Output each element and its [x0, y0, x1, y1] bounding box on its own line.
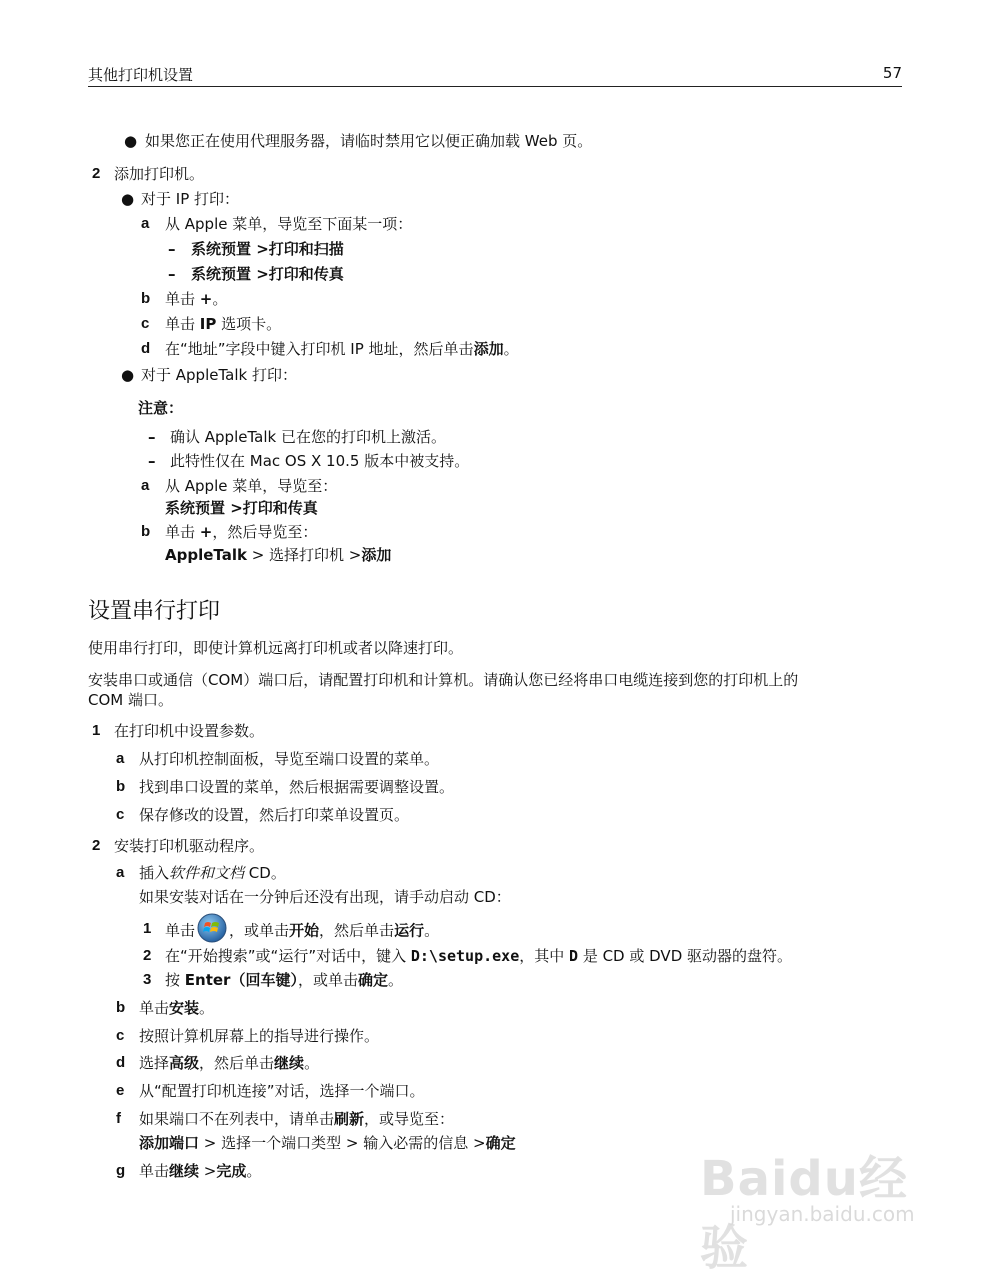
substep-number: 3 [143, 971, 152, 988]
serial-step2-d: 选择高级，然后单击继续。 [139, 1054, 320, 1072]
serial-step1-b: 找到串口设置的菜单，然后根据需要调整设置。 [139, 778, 455, 796]
serial-step2-a-line2: 如果安装对话在一分钟后还没有出现，请手动启动 CD： [139, 888, 511, 906]
step-text: 添加打印机。 [114, 165, 205, 183]
serial-para-2-line1: 安装串口或通信（COM）端口后，请配置打印机和计算机。请确认您已经将串口电缆连接到您的打印机上的 [88, 671, 799, 689]
substep-label: d [141, 340, 151, 357]
start-step-1: 单击 ，或单击开始，然后单击运行。 [165, 919, 439, 943]
substep-label: d [116, 1054, 126, 1071]
substep-label: b [141, 290, 151, 307]
substep-label: e [116, 1082, 125, 1099]
substep-number: 2 [143, 947, 152, 964]
step-text: 安装打印机驱动程序。 [114, 837, 265, 855]
note-2: 此特性仅在 Mac OS X 10.5 版本中被支持。 [170, 452, 470, 470]
bullet-icon: ● [121, 366, 135, 384]
appletalk-bullet: 对于 AppleTalk 打印： [141, 366, 297, 384]
dash-icon: – [148, 428, 156, 446]
step-text: 在打印机中设置参数。 [114, 722, 265, 740]
serial-step1-c: 保存修改的设置，然后打印菜单设置页。 [139, 806, 410, 824]
substep-label: g [116, 1162, 126, 1179]
serial-step2-f-line1: 如果端口不在列表中，请单击刷新，或导览至： [139, 1110, 455, 1128]
substep-label: a [141, 477, 150, 494]
serial-para-1: 使用串行打印，即使计算机远离打印机或者以降速打印。 [88, 639, 464, 657]
serial-step2-g: 单击继续 >完成。 [139, 1162, 262, 1180]
ip-step-c: 单击 IP 选项卡。 [165, 315, 282, 333]
ip-bullet: 对于 IP 打印： [141, 190, 240, 208]
serial-step2-f-line2: 添加端口 > 选择一个端口类型 > 输入必需的信息 >确定 [139, 1134, 516, 1152]
appletalk-step-a-line2: 系统预置 >打印和传真 [165, 499, 318, 517]
substep-label: b [116, 778, 126, 795]
ip-step-d: 在“地址”字段中键入打印机 IP 地址，然后单击添加。 [165, 340, 519, 358]
appletalk-step-b-line2: AppleTalk > 选择打印机 >添加 [165, 546, 392, 564]
substep-label: b [116, 999, 126, 1016]
start-step-2: 在“开始搜索”或“运行”对话中，键入 D:\setup.exe，其中 D 是 CD 或 DVD 驱动器的盘符。 [165, 947, 793, 965]
start-step-3: 按 Enter（回车键），或单击确定。 [165, 971, 404, 989]
serial-step1-a: 从打印机控制面板，导览至端口设置的菜单。 [139, 750, 440, 768]
substep-number: 1 [143, 920, 152, 937]
substep-label: b [141, 523, 151, 540]
header-title: 其他打印机设置 [88, 66, 194, 84]
substep-label: c [116, 806, 125, 823]
note-label: 注意： [138, 399, 184, 417]
substep-label: a [116, 750, 125, 767]
windows-start-icon[interactable] [197, 913, 227, 943]
serial-para-2-line2: COM 端口。 [88, 691, 173, 709]
bullet-icon: ● [124, 132, 138, 150]
appletalk-step-b-line1: 单击 +，然后导览至： [165, 523, 318, 541]
dash-icon: – [148, 452, 156, 470]
proxy-note: 如果您正在使用代理服务器，请临时禁用它以便正确加载 Web 页。 [145, 132, 593, 150]
serial-step2-b: 单击安装。 [139, 999, 215, 1017]
dash-icon: – [168, 265, 176, 283]
serial-step2-a-line1: 插入软件和文档 CD。 [139, 864, 286, 882]
page-header [88, 64, 902, 87]
substep-label: c [141, 315, 150, 332]
ip-step-a: 从 Apple 菜单，导览至下面某一项： [165, 215, 413, 233]
bullet-icon: ● [121, 190, 135, 208]
note-1: 确认 AppleTalk 已在您的打印机上激活。 [170, 428, 446, 446]
serial-step2-e: 从“配置打印机连接”对话，选择一个端口。 [139, 1082, 425, 1100]
substep-label: c [116, 1027, 125, 1044]
serial-step2-c: 按照计算机屏幕上的指导进行操作。 [139, 1027, 380, 1045]
page-number: 57 [882, 64, 902, 82]
ip-step-b: 单击 +。 [165, 290, 228, 308]
ip-dash-2: 系统预置 >打印和传真 [191, 265, 344, 283]
watermark-url: jingyan.baidu.com [730, 1202, 915, 1226]
watermark [700, 1140, 940, 1276]
step-number: 1 [92, 722, 101, 739]
section-heading: 设置串行打印 [88, 599, 221, 624]
dash-icon: – [168, 240, 176, 258]
substep-label: a [116, 864, 125, 881]
substep-label: a [141, 215, 150, 232]
ip-dash-1: 系统预置 >打印和扫描 [191, 240, 344, 258]
substep-label: f [116, 1110, 121, 1127]
appletalk-step-a-line1: 从 Apple 菜单，导览至： [165, 477, 338, 495]
watermark-logo: Baidu经验 [700, 1151, 908, 1276]
step-number: 2 [92, 165, 101, 182]
step-number: 2 [92, 837, 101, 854]
